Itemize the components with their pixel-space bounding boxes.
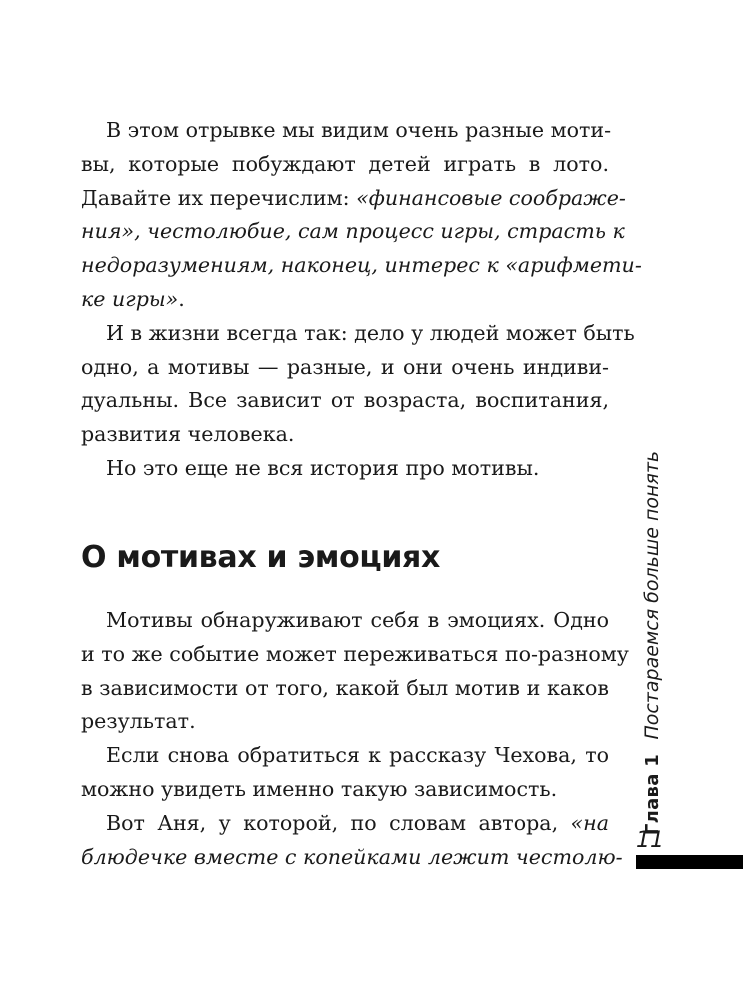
text-line xyxy=(81,148,609,182)
paragraph xyxy=(81,739,609,807)
text-fragment: Если снова обратиться к рассказу Чехова, то xyxy=(106,743,609,768)
text-fragment: одно, а мотивы — разные, и они очень индиви- xyxy=(81,354,609,379)
section-title: О мотивах и эмоциях xyxy=(81,540,441,575)
paragraph xyxy=(81,114,642,317)
chapter-label: Глава 1 xyxy=(642,753,663,836)
quote-fragment: ке игры» xyxy=(81,286,179,311)
text-line xyxy=(81,841,623,875)
running-head-text xyxy=(639,451,665,835)
text-line xyxy=(81,418,609,452)
page-number-bar xyxy=(636,855,743,869)
body-text-top xyxy=(81,114,642,486)
text-fragment: Но это еще не вся история про мотивы. xyxy=(106,455,540,480)
text-line xyxy=(81,249,642,283)
text-fragment: развития человека. xyxy=(81,422,295,447)
text-line xyxy=(81,317,635,351)
text-fragment: Давайте их перечислим: xyxy=(81,185,357,210)
text-line xyxy=(81,773,609,807)
text-fragment: и то же событие может переживаться по-разному xyxy=(81,641,629,666)
text-fragment: вы, которые побуждают детей играть в лото. xyxy=(81,151,609,176)
text-line xyxy=(81,384,609,418)
quote-fragment: «финансовые соображе- xyxy=(356,185,626,210)
text-line xyxy=(81,215,625,249)
text-line xyxy=(81,283,609,317)
chapter-title: Постараемся больше понять xyxy=(641,450,663,740)
text-fragment: в зависимости от того, какой был мотив и каков xyxy=(81,675,609,700)
paragraph xyxy=(81,604,629,739)
text-line xyxy=(81,705,609,739)
text-line xyxy=(81,807,609,841)
paragraph xyxy=(81,317,635,452)
text-line xyxy=(81,672,609,706)
text-line xyxy=(81,638,629,672)
quote-fragment: блюдечке вместе с копейками лежит честолю- xyxy=(81,844,623,869)
quote-fragment: недоразумениям, наконец, интерес к «арифмети- xyxy=(81,253,642,278)
quote-fragment: ния», честолюбие, сам процесс игры, страсть к xyxy=(81,219,625,244)
text-line xyxy=(81,114,612,148)
text-line xyxy=(81,452,609,486)
text-fragment: И в жизни всегда так: дело у людей может быть xyxy=(106,320,635,345)
running-head xyxy=(630,450,674,836)
text-fragment: результат. xyxy=(81,709,196,734)
text-fragment: В этом отрывке мы видим очень разные моти- xyxy=(106,118,612,142)
text-line xyxy=(81,604,609,638)
body-text-bottom xyxy=(81,604,629,874)
paragraph xyxy=(81,452,609,486)
text-line xyxy=(81,182,626,216)
page-number: 11 xyxy=(636,828,664,853)
text-fragment: дуальны. Все зависит от возраста, воспитания, xyxy=(81,388,609,413)
text-line xyxy=(81,739,609,773)
text-fragment: Мотивы обнаруживают себя в эмоциях. Одно xyxy=(106,608,609,632)
text-fragment: . xyxy=(178,286,185,311)
quote-fragment: «на xyxy=(570,810,609,835)
paragraph xyxy=(81,807,623,875)
text-fragment: можно увидеть именно такую зависимость. xyxy=(81,776,558,801)
text-line xyxy=(81,351,609,385)
text-fragment: Вот Аня, у которой, по словам автора, xyxy=(106,810,571,835)
